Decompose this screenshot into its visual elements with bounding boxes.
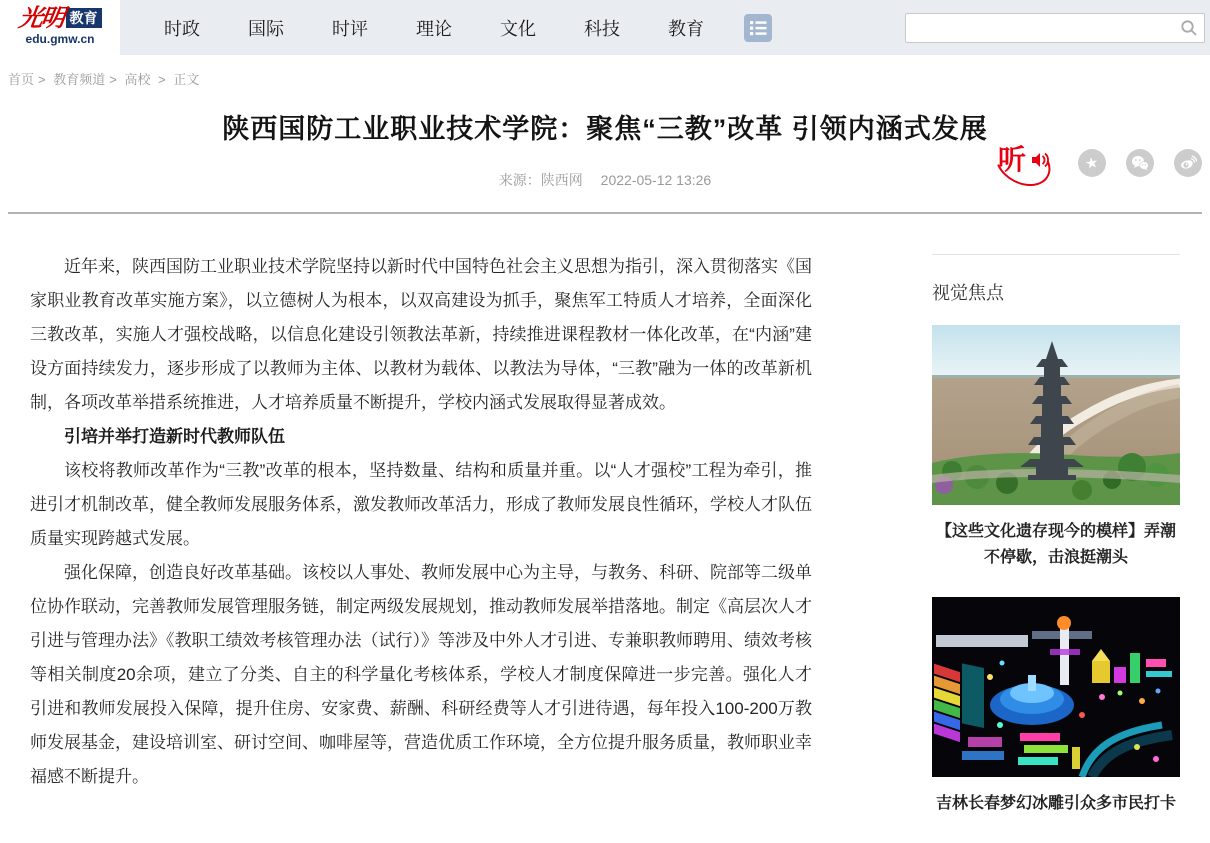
primary-nav: [140, 0, 772, 55]
wechat-share-icon[interactable]: [1126, 149, 1154, 177]
nav-item-shiping[interactable]: 时评: [332, 18, 368, 39]
article-header: [0, 88, 1210, 190]
nav-item-shizheng[interactable]: 时政: [164, 18, 200, 39]
source-name: 陕西网: [540, 172, 583, 188]
search-input[interactable]: [906, 15, 1174, 41]
sidebar-news-item[interactable]: [932, 325, 1180, 571]
weibo-share-icon[interactable]: [1174, 149, 1202, 177]
breadcrumb-current: 正文: [173, 72, 200, 87]
article-body: [30, 214, 812, 843]
breadcrumb: [0, 55, 1210, 88]
ice-sculpture-night-photo[interactable]: [932, 597, 1180, 777]
pagoda-tidal-river-photo[interactable]: [932, 325, 1180, 505]
nav-item-keji[interactable]: 科技: [584, 18, 620, 39]
article-paragraph: 强化保障，创造良好改革基础。该校以人事处、教师发展中心为主导，与教务、科研、院部等二级单位协作联动，完善教师发展管理服务链，制定两级发展规划，推动教师发展举措落地。制定《高层次人才引进与管理办法》《教职工绩效考核管理办法（试行）》等涉及中外人才引进、专兼职教师聘用、绩效考核等相关制度20余项，建立了分类、自主的科学量化考核体系，学校人才制度保障进一步完善。强化人才引进和教师发展投入保障，提升住房、安家费、薪酬、科研经费等人才引进待遇，每年投入100-200万教师发展基金，建设培训室、研讨空间、咖啡屋等，营造优质工作环境，全方位提升服务质量，教师职业幸福感不断提升。: [30, 563, 812, 786]
breadcrumb-edu-channel[interactable]: 教育频道: [53, 72, 106, 87]
nav-item-jiaoyu[interactable]: 教育: [668, 18, 704, 39]
qzone-share-icon[interactable]: ★: [1078, 149, 1106, 177]
logo-brand-calligraphy: 光明: [16, 3, 65, 32]
article-paragraph: 近年来，陕西国防工业职业技术学院坚持以新时代中国特色社会主义思想为指引，深入贯彻落实《国家职业教育改革实施方案》，以立德树人为根本，以双高建设为抓手，聚焦军工特质人才培养，全面深化三教改革，实施人才强校战略，以信息化建设引领教法革新，持续推进课程教材一体化改革，在“内涵”建设方面持续发力，逐步形成了以教师为主体、以教材为载体、以教法为导体，“三教”融为一体的改革新机制，各项改革举措系统推进，人才培养质量不断提升，学校内涵式发展取得显著成效。: [30, 257, 812, 412]
nav-item-wenhua[interactable]: 文化: [500, 18, 536, 39]
menu-list-icon[interactable]: [744, 14, 772, 42]
breadcrumb-home[interactable]: 首页: [8, 72, 35, 87]
sidebar-caption[interactable]: 吉林长春梦幻冰雕引众多市民打卡: [935, 795, 1176, 812]
breadcrumb-separator: >: [158, 72, 166, 87]
logo-domain-text: edu.gmw.cn: [25, 32, 95, 46]
nav-item-lilun[interactable]: 理论: [416, 18, 452, 39]
source-label: 来源：: [498, 172, 541, 188]
sidebar-visual-focus: [932, 254, 1180, 843]
page-title: 陕西国防工业职业技术学院：聚焦“三教”改革 引领内涵式发展: [222, 114, 988, 144]
site-header: [0, 0, 1210, 55]
listen-audio-button[interactable]: [988, 140, 1058, 186]
main-content: [0, 214, 1210, 843]
logo-education-badge: 教育: [66, 8, 102, 28]
article-actions: [988, 140, 1202, 186]
sidebar-news-item[interactable]: [932, 597, 1180, 817]
speaker-icon: [1030, 150, 1052, 170]
breadcrumb-separator: >: [38, 72, 46, 87]
article-paragraph: 该校将教师改革作为“三教”改革的根本，坚持数量、结构和质量并重。以“人才强校”工程为牵引，推进引才机制改革，健全教师发展服务体系，激发教师改革活力，形成了教师发展良性循环，学校人才队伍质量实现跨越式发展。: [30, 461, 812, 548]
share-buttons: [1078, 149, 1202, 177]
listen-label: 听: [998, 144, 1027, 175]
site-logo[interactable]: [0, 0, 120, 55]
breadcrumb-separator: >: [109, 72, 117, 87]
article-subheading: 引培并举打造新时代教师队伍: [64, 427, 285, 446]
nav-item-guoji[interactable]: 国际: [248, 18, 284, 39]
sidebar-title: 视觉焦点: [932, 283, 1004, 303]
publish-datetime: 2022-05-12 13:26: [600, 172, 712, 188]
sidebar-caption[interactable]: 【这些文化遗存现今的模样】弄潮不停歇，击浪挺潮头: [935, 523, 1176, 566]
search-box: [905, 13, 1205, 43]
search-icon[interactable]: [1174, 14, 1204, 42]
breadcrumb-gaoxiao[interactable]: 高校: [124, 72, 151, 87]
